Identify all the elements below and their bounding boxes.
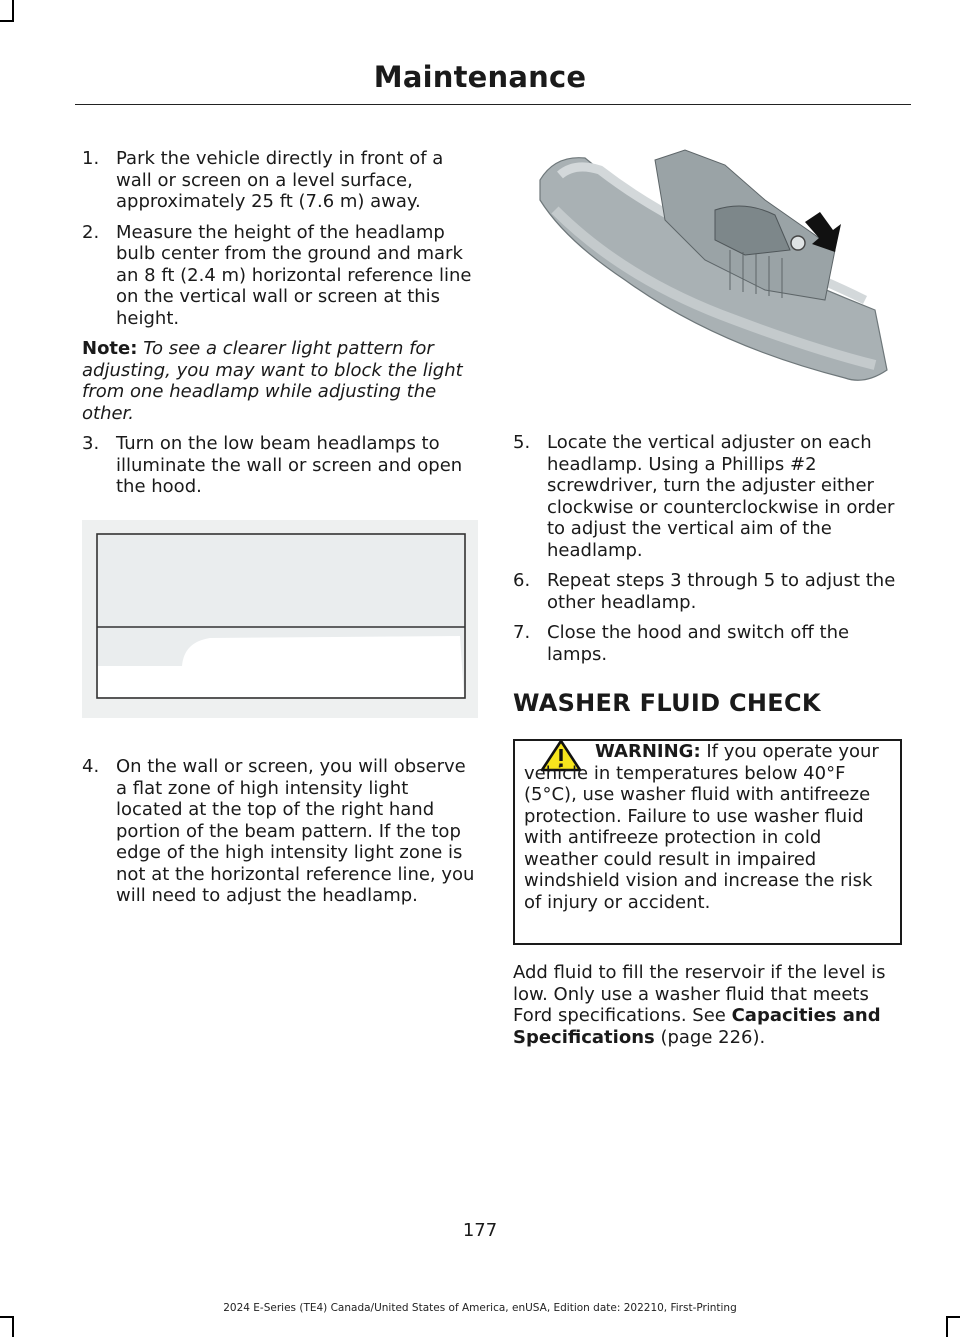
footer: 2024 E-Series (TE4) Canada/United States of America, enUSA, Edition date: 202210, First-Printing: [223, 1302, 737, 1314]
step-5: [513, 432, 910, 561]
vertical-adjuster: [791, 236, 805, 250]
note-text: To see a clearer light pattern for adjusting, you may want to block the light from one headlamp while adjusting the other.: [82, 338, 463, 424]
washer-fluid-paragraph: [513, 962, 910, 1048]
warning-box: [513, 739, 902, 945]
crop-mark: [946, 1318, 948, 1337]
step-3: [82, 433, 477, 498]
headlamp-figure: [515, 140, 910, 412]
beam-pattern-figure: [82, 520, 478, 718]
step-7: [513, 622, 910, 665]
paragraph-page-ref: (page 226).: [654, 1026, 766, 1048]
section-title: WASHER FLUID CHECK: [513, 689, 821, 717]
left-column-lower: [82, 756, 477, 916]
page-number: 177: [462, 1220, 498, 1241]
step-text: Close the hood and switch off the lamps.: [547, 622, 850, 665]
crop-mark: [12, 1318, 14, 1337]
crop-mark: [12, 0, 14, 22]
step-2: [82, 222, 477, 330]
step-6: [513, 570, 910, 613]
page-title: Maintenance: [373, 60, 587, 94]
step-number: 4.: [82, 756, 100, 777]
right-column: [513, 432, 910, 674]
crop-mark: [946, 1316, 960, 1318]
step-1: [82, 148, 477, 213]
warning-label: WARNING:: [595, 741, 701, 762]
step-text: Locate the vertical adjuster on each headlamp. Using a Phillips #2 screwdriver, turn the adjuster either clockwise or counterclockwise in order to adjust the vertical aim of the headlamp.: [547, 432, 895, 561]
step-number: 6.: [513, 570, 531, 591]
warning-text-block: [524, 741, 892, 913]
step-number: 3.: [82, 433, 100, 454]
crop-mark: [0, 20, 14, 22]
step-text: On the wall or screen, you will observe a flat zone of high intensity light located at the top of the right hand portion of the beam pattern. If the top edge of the high intensity light zone is not at the horizontal reference line, you will need to adjust the headlamp.: [116, 756, 475, 906]
step-text: Measure the height of the headlamp bulb center from the ground and mark an 8 ft (2.4 m) horizontal reference line on the vertical wall or screen at this height.: [116, 221, 472, 329]
step-number: 5.: [513, 432, 531, 453]
capacities-link[interactable]: Capacities and Specifications: [513, 1005, 881, 1048]
step-text: Park the vehicle directly in front of a wall or screen on a level surface, approximately 25 ft (7.6 m) away.: [116, 148, 444, 212]
step-4: [82, 756, 477, 907]
step-number: 1.: [82, 148, 100, 169]
step-text: Turn on the low beam headlamps to illuminate the wall or screen and open the hood.: [116, 433, 463, 497]
crop-mark: [0, 1316, 14, 1318]
warning-text: If you operate your vehicle in temperatures below 40°F (5°C), use washer fluid with antifreeze protection. Failure to use washer fluid with antifreeze protection in cold weather could result in impaired windshield vision and increase the risk of injury or accident.: [524, 741, 879, 913]
step-text: Repeat steps 3 through 5 to adjust the other headlamp.: [547, 570, 896, 613]
step-number: 7.: [513, 622, 531, 643]
note-label: Note:: [82, 338, 138, 359]
step-number: 2.: [82, 221, 100, 243]
note: [82, 338, 477, 424]
header-rule: [75, 104, 911, 105]
left-column: [82, 148, 477, 507]
paragraph-text: Add fluid to fill the reservoir if the level is low. Only use a washer fluid that meets Ford specifications. See: [513, 962, 886, 1026]
